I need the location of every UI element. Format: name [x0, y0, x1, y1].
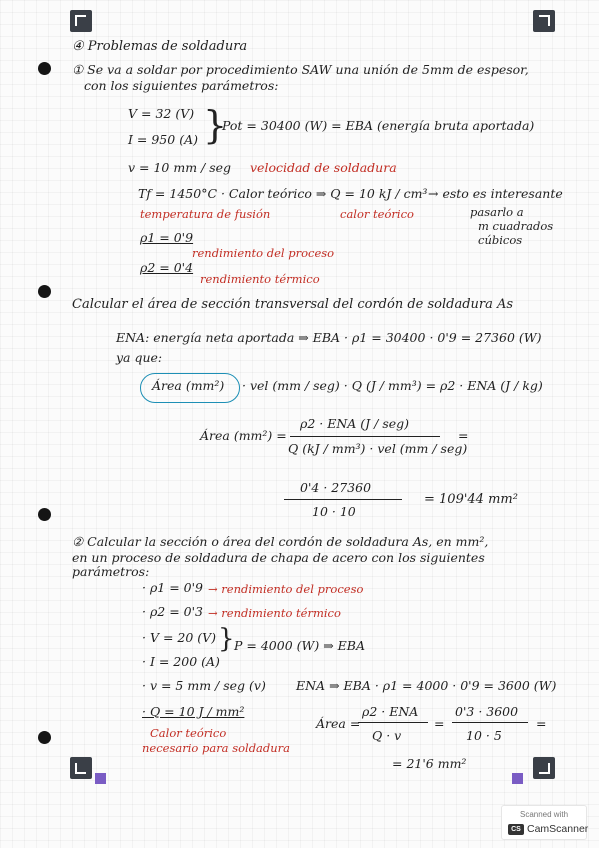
scan-corner-marker-bottom-right-icon: [533, 757, 555, 779]
voltage-value: V = 32 (V): [128, 106, 195, 121]
heat-note-line-1: Calor teórico: [150, 726, 227, 740]
page-title: ④ Problemas de soldadura: [72, 39, 248, 54]
purple-marker-left-icon: [95, 773, 106, 784]
camscanner-logo-icon: CS: [508, 824, 524, 835]
purple-marker-right-icon: [512, 773, 523, 784]
substitution-2-denominator: 10 · 5: [466, 728, 502, 743]
problem-2-intro-line-1: ② Calcular la sección o área del cordón de soldadura As, en mm²,: [72, 534, 489, 549]
problem-2-result: = 21'6 mm²: [392, 756, 467, 771]
list-item: · ρ2 = 0'3: [142, 604, 204, 619]
fusion-temperature-line: Tf = 1450°C · Calor teórico ⇒ Q = 10 kJ / cm³: [138, 186, 428, 201]
thermal-efficiency-value: ρ2 = 0'4: [140, 260, 194, 275]
scan-corner-marker-top-left-icon: [70, 10, 92, 32]
camscanner-watermark: [501, 805, 587, 840]
binder-hole-icon: [38, 508, 51, 521]
binder-hole-icon: [38, 731, 51, 744]
area-boxed-term: Área (mm²): [152, 378, 225, 393]
process-efficiency-note: rendimiento del proceso: [192, 246, 335, 260]
current-value: I = 950 (A): [128, 132, 198, 147]
power-equation-2: P = 4000 (W) ⇒ EBA: [234, 638, 365, 653]
problem-2-intro-line-2: en un proceso de soldadura de chapa de acero con los siguientes: [72, 550, 485, 565]
scan-corner-marker-bottom-left-icon: [70, 757, 92, 779]
scan-corner-marker-top-right-icon: [533, 10, 555, 32]
list-item-note: → rendimiento del proceso: [208, 582, 364, 596]
fraction-bar: [358, 722, 428, 723]
side-note-line-1: → esto es interesante: [428, 186, 563, 201]
welding-speed-note: velocidad de soldadura: [250, 160, 397, 175]
list-item: · I = 200 (A): [142, 654, 220, 669]
list-item: · v = 5 mm / seg (v): [142, 678, 266, 693]
theoretical-heat-note: calor teórico: [340, 207, 414, 221]
fraction-bar: [290, 436, 440, 437]
area-formula-2-denominator: Q · v: [372, 728, 402, 743]
binder-hole-icon: [38, 62, 51, 75]
problem-1-result: = 109'44 mm²: [424, 492, 518, 507]
list-item: · ρ1 = 0'9: [142, 580, 204, 595]
ena-equation-2: ENA ⇒ EBA · ρ1 = 4000 · 0'9 = 3600 (W): [296, 678, 557, 693]
side-note-line-2: pasarlo a: [470, 205, 524, 219]
equals-sign: =: [536, 716, 547, 731]
binder-hole-icon: [38, 285, 51, 298]
area-formula-lhs: Área (mm²) =: [200, 428, 287, 443]
camscanner-brand-label: CamScanner: [527, 823, 589, 835]
problem-1-intro-line-1: ① Se va a soldar por procedimiento SAW una unión de 5mm de espesor,: [72, 62, 529, 77]
area-formula-2-lhs: Área =: [316, 716, 361, 731]
brace-icon: }: [203, 103, 228, 147]
brace-icon: }: [218, 624, 235, 654]
fraction-bar: [284, 499, 402, 500]
ya-que-label: ya que:: [116, 350, 163, 365]
side-note-line-4: cúbicos: [478, 233, 523, 247]
area-formula-numerator: ρ2 · ENA (J / seg): [300, 416, 410, 431]
energy-balance-equation: · vel (mm / seg) · Q (J / mm³) = ρ2 · ENA (J / kg): [242, 378, 543, 393]
list-item: · V = 20 (V): [142, 630, 217, 645]
area-formula-2-numerator: ρ2 · ENA: [362, 704, 419, 719]
thermal-efficiency-note: rendimiento térmico: [200, 272, 320, 286]
substitution-denominator: 10 · 10: [312, 504, 356, 519]
equals-sign: =: [458, 428, 469, 443]
ena-equation: ENA: energía neta aportada ⇒ EBA · ρ1 = 30400 · 0'9 = 27360 (W): [116, 330, 542, 345]
heat-note-line-2: necesario para soldadura: [142, 741, 291, 755]
fraction-bar: [452, 722, 528, 723]
side-note-line-3: m cuadrados: [478, 219, 554, 233]
power-equation: Pot = 30400 (W) = EBA (energía bruta aportada): [222, 118, 535, 133]
scanned-with-label: Scanned with: [519, 810, 569, 819]
list-item: · Q = 10 J / mm²: [142, 704, 245, 719]
problem-1-intro-line-2: con los siguientes parámetros:: [84, 78, 279, 93]
area-formula-denominator: Q (kJ / mm³) · vel (mm / seg): [288, 441, 468, 456]
equals-sign: =: [434, 716, 445, 731]
problem-1-question: Calcular el área de sección transversal del cordón de soldadura As: [72, 297, 514, 312]
substitution-2-numerator: 0'3 · 3600: [455, 704, 519, 719]
welding-speed-value: v = 10 mm / seg: [128, 160, 232, 175]
problem-2-intro-line-3: parámetros:: [72, 564, 150, 579]
process-efficiency-value: ρ1 = 0'9: [140, 230, 194, 245]
substitution-numerator: 0'4 · 27360: [300, 480, 372, 495]
list-item-note: → rendimiento térmico: [208, 606, 341, 620]
fusion-temperature-note: temperatura de fusión: [140, 207, 271, 221]
